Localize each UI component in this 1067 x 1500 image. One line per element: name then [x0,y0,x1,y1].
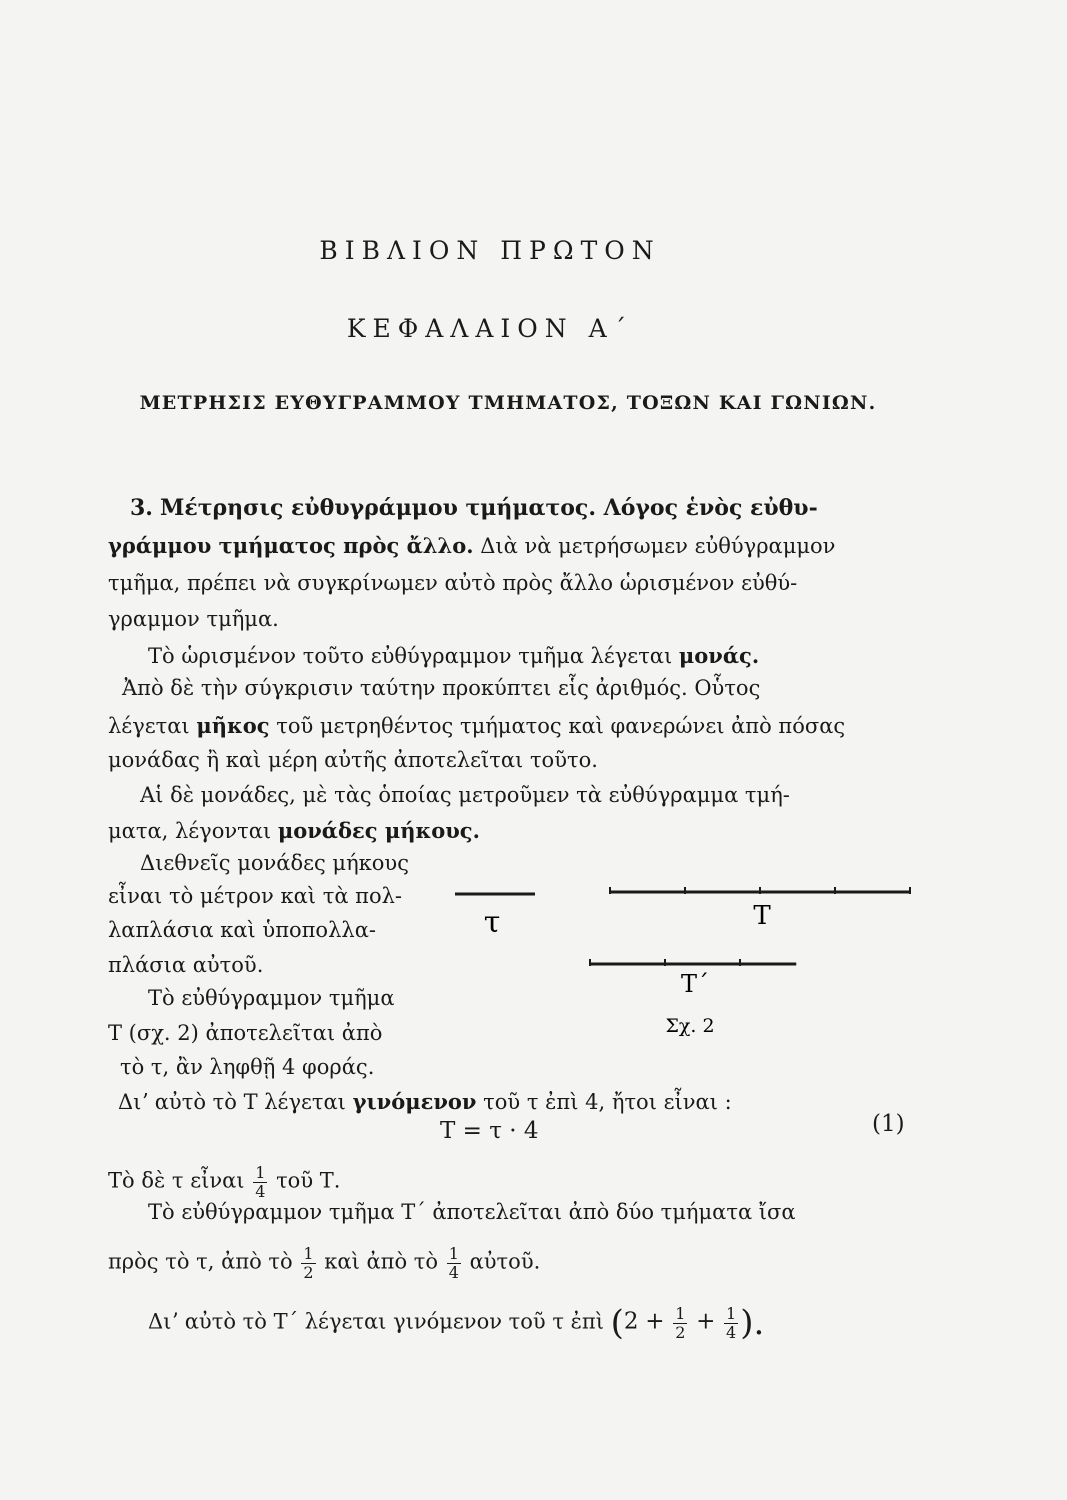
numerator: 1 [303,1244,314,1263]
text-fragment: καὶ ἀπὸ τὸ [324,1249,439,1274]
unit-sentence-text: Τὸ ὡρισμένον τοῦτο εὐθύγραμμον τμῆμα λέγεται [148,644,673,668]
denominator: 2 [675,1322,686,1342]
text-fragment: τοῦ Τ. [276,1168,341,1193]
paragraph-text: Διὰ νὰ μετρήσωμεν εὐθύγραμμον [480,534,836,558]
paragraph-heading-line2 [108,535,835,557]
fraction-one-quarter [447,1245,461,1281]
numerator: 1 [675,1304,686,1323]
equation-label: (1) [872,1111,905,1137]
paragraph-heading-line1 [130,497,818,520]
denominator: 4 [726,1322,737,1342]
numerator: 1 [448,1244,459,1263]
paragraph-text-line: τμῆμα, πρέπει νὰ συγκρίνωμεν αὐτὸ πρὸς ἄλλο ὡρισμένον εὐθύ- [108,571,798,595]
numerator: 1 [255,1163,266,1182]
figure-caption: Σχ. 2 [665,1015,715,1037]
text-fragment: αὐτοῦ. [469,1249,541,1274]
segment-text-line2: Τ (σχ. 2) ἀποτελεῖται ἀπὸ [108,1021,383,1045]
units-sentence-line2 [108,820,480,842]
paragraph-text-line: γραμμον τμῆμα. [108,607,279,631]
equation: Τ = τ · 4 [440,1118,539,1144]
chapter-title: ΚΕΦΑΛΑΙΟΝ Α΄ [346,314,634,343]
segment-T-prime-label: Τ΄ [680,970,710,998]
text-fragment: Τὸ δὲ τ εἶναι [108,1168,245,1193]
integer-part: 2 [623,1308,639,1335]
text-fragment: τοῦ τ ἐπὶ 4, ἤτοι εἶναι : [483,1090,732,1114]
text-fragment: Διʼ αὐτὸ τὸ Τ΄ λέγεται γινόμενον τοῦ τ ἐπὶ [148,1309,604,1334]
text-fragment: Διʼ αὐτὸ τὸ Τ λέγεται [118,1090,346,1114]
book-title: ΒΙΒΛΙΟΝ ΠΡΩΤΟΝ [319,236,661,265]
product-sentence [118,1091,732,1113]
segment-T [610,887,910,894]
unit-sentence [148,645,759,667]
segment-text-line3: τὸ τ, ἂν ληφθῇ 4 φοράς. [120,1055,375,1079]
length-term: μῆκος [196,713,270,738]
number-sentence-line2 [108,715,845,737]
tprime-sentence-line1: Τὸ εὐθύγραμμον τμῆμα Τ΄ ἀποτελεῖται ἀπὸ δύο τμήματα ἴσα [148,1200,796,1224]
close-paren: ). [740,1303,765,1344]
fraction-one-half [301,1245,315,1281]
length-units-term: μονάδες μήκους. [277,818,480,843]
paragraph-title-part2: γράμμου τμήματος πρὸς ἄλλο. [108,533,474,558]
intl-units-line2: εἶναι τὸ μέτρον καὶ τὰ πολ- [108,884,403,908]
denominator: 4 [255,1181,266,1201]
segment-T-label: Τ [753,901,771,931]
final-sentence [148,1303,765,1344]
tprime-sentence-line2 [108,1245,540,1281]
units-sentence-line1: Αἱ δὲ μονάδες, μὲ τὰς ὁποίας μετροῦμεν τὰ εὐθύγραμμα τμή- [140,783,790,807]
product-term: γινόμενον [352,1089,477,1114]
text-fragment: τοῦ μετρηθέντος τμήματος καὶ φανερώνει ἀπὸ πόσας [276,714,846,738]
text-fragment: ματα, λέγονται [108,819,272,843]
number-sentence-line1: Ἀπὸ δὲ τὴν σύγκρισιν ταύτην προκύπτει εἷς ἀριθμός. Οὗτος [122,676,761,700]
fraction-one-quarter [724,1305,738,1341]
plus-sign: + [645,1308,665,1335]
denominator: 4 [448,1262,459,1282]
open-paren: ( [610,1303,624,1344]
paragraph-title-part1: Μέτρησις εὐθυγράμμου τμήματος. Λόγος ἑνὸς εὐθυ- [159,495,818,521]
plus-sign: + [696,1308,716,1335]
unit-segment-label: τ [483,905,501,940]
fraction-one-half [673,1305,687,1341]
intl-units-line3: λαπλάσια καὶ ὑποπολλα- [108,918,376,942]
denominator: 2 [303,1262,314,1282]
paragraph-number: 3. [130,495,153,521]
segment-text-line1: Τὸ εὐθύγραμμον τμῆμα [148,986,395,1010]
number-sentence-line3: μονάδας ἢ καὶ μέρη αὐτῆς ἀποτελεῖται τοῦτο. [108,748,598,772]
intl-units-line4: πλάσια αὐτοῦ. [108,953,264,977]
text-fragment: πρὸς τὸ τ, ἀπὸ τὸ [108,1249,293,1274]
fraction-one-quarter [253,1164,267,1200]
unit-term: μονάς. [678,643,760,668]
text-fragment: λέγεται [108,714,190,738]
intl-units-line1: Διεθνεῖς μονάδες μήκους [140,851,409,875]
numerator: 1 [726,1304,737,1323]
section-heading: ΜΕΤΡΗΣΙΣ ΕΥΘΥΓΡΑΜΜΟΥ ΤΜΗΜΑΤΟΣ, ΤΟΞΩΝ ΚΑΙ ΓΩΝΙΩΝ. [139,392,877,414]
segment-T-prime [590,959,796,966]
figure-2 [440,870,940,1040]
fraction-sentence [108,1164,340,1200]
